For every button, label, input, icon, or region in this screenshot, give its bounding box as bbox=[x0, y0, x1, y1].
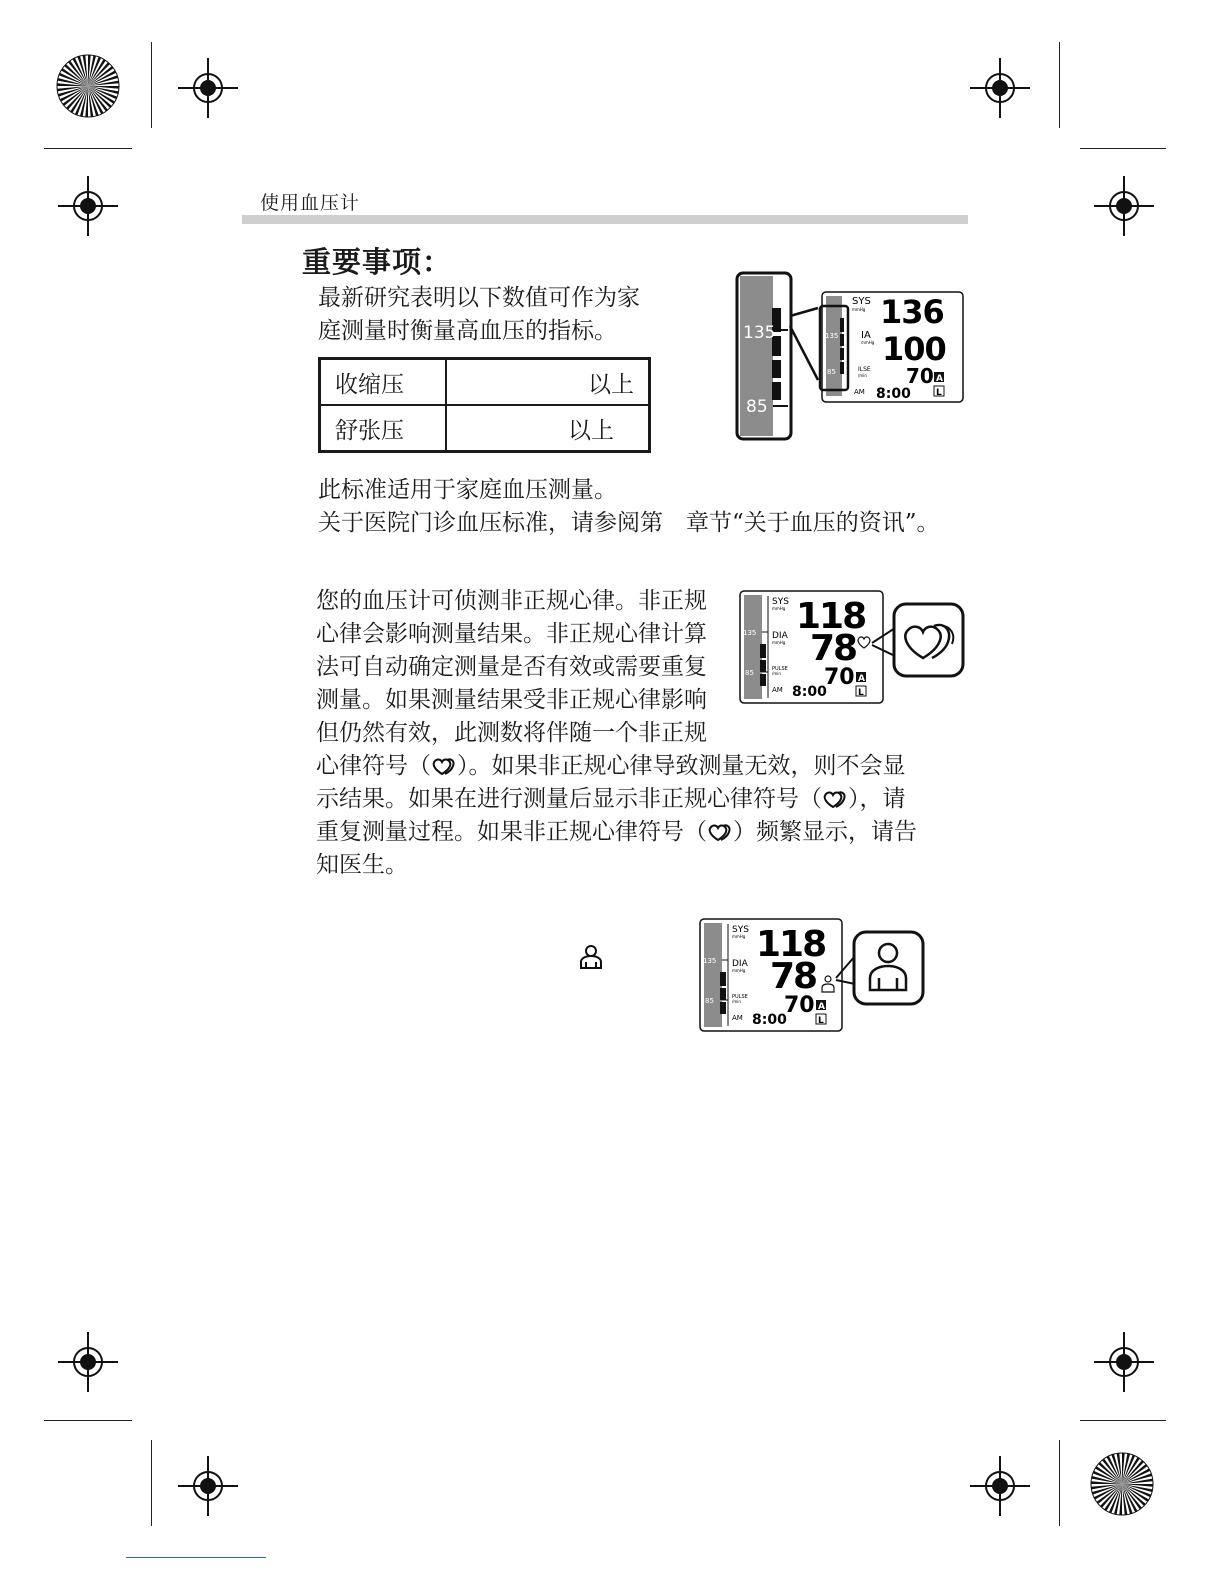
lcd-scale-strip bbox=[744, 595, 762, 699]
irregular-heartbeat-icon bbox=[431, 757, 457, 777]
header-rule bbox=[242, 215, 968, 224]
memory-badge: L bbox=[818, 1016, 824, 1026]
sys-reading: 136 bbox=[880, 293, 944, 331]
sys-unit: mmHg bbox=[772, 606, 786, 611]
bp-criteria-table bbox=[318, 357, 651, 453]
registration-mark-icon bbox=[970, 1456, 1030, 1516]
trim-line bbox=[44, 148, 132, 149]
user-badge: A bbox=[818, 1002, 825, 1012]
pulse-unit: /min bbox=[772, 671, 781, 676]
text-line: 心律会影响测量结果。非正规心律计算 bbox=[316, 621, 707, 647]
note-paragraph bbox=[318, 474, 940, 540]
pulse-unit: /min bbox=[732, 999, 741, 1004]
lcd-scale-strip bbox=[826, 296, 842, 396]
sys-label: SYS bbox=[772, 597, 789, 607]
sys-reading: 118 bbox=[756, 924, 826, 965]
trim-line bbox=[126, 1557, 266, 1558]
time-prefix: AM bbox=[732, 1014, 743, 1022]
scale-low-label: 85 bbox=[827, 368, 836, 376]
pulse-label: PULSE bbox=[732, 994, 748, 1000]
time-reading: 8:00 bbox=[876, 386, 911, 402]
dia-unit: mmHg bbox=[772, 640, 786, 645]
text-line: 测量。如果测量结果受非正规心律影响 bbox=[316, 687, 707, 713]
sys-unit: mmHg bbox=[732, 934, 746, 939]
table-row bbox=[320, 405, 650, 452]
registration-mark-icon bbox=[1094, 1332, 1154, 1392]
scale-low-label: 85 bbox=[745, 669, 754, 677]
irregular-heartbeat-icon bbox=[707, 823, 733, 843]
table-cell-value: 以上 bbox=[446, 405, 650, 452]
dia-unit: mmHg bbox=[861, 340, 875, 345]
scale-high-label: 135 bbox=[743, 629, 757, 637]
irregular-heartbeat-icon bbox=[822, 790, 848, 810]
dia-reading: 78 bbox=[770, 956, 817, 997]
dia-label: IA bbox=[861, 330, 871, 341]
trim-line bbox=[1080, 1420, 1166, 1421]
scale-high-label: 135 bbox=[825, 332, 839, 340]
sys-label: SYS bbox=[732, 925, 749, 935]
trim-line bbox=[1080, 148, 1166, 149]
note-line: 关于医院门诊血压标准，请参阅第 章节“关于血压的资讯”。 bbox=[318, 510, 940, 536]
pulse-unit: /min bbox=[858, 373, 867, 378]
scale-segment bbox=[772, 360, 781, 378]
user-badge: A bbox=[936, 374, 943, 384]
trim-line bbox=[151, 42, 152, 128]
starburst-icon bbox=[56, 54, 120, 118]
registration-mark-icon bbox=[178, 1456, 238, 1516]
user-badge: A bbox=[858, 674, 865, 684]
text-line: 知医生。 bbox=[316, 852, 408, 878]
registration-mark-icon bbox=[178, 58, 238, 118]
memory-badge: L bbox=[936, 388, 942, 398]
registration-mark-icon bbox=[58, 1332, 118, 1392]
scale-segment bbox=[772, 382, 781, 400]
intro-line: 庭测量时衡量高血压的指标。 bbox=[318, 318, 617, 344]
registration-mark-icon bbox=[970, 58, 1030, 118]
scale-zoom-low: 85 bbox=[746, 397, 768, 417]
time-prefix: AM bbox=[854, 388, 865, 396]
pulse-label: ILSE bbox=[858, 366, 871, 373]
sys-label: SYS bbox=[852, 296, 871, 307]
memory-badge: L bbox=[858, 688, 864, 698]
dia-reading: 100 bbox=[882, 330, 946, 368]
sys-unit: mmHg bbox=[852, 307, 866, 312]
table-row bbox=[320, 359, 650, 406]
scale-low-label: 85 bbox=[705, 997, 714, 1005]
text-line: 您的血压计可侦测非正规心律。非正规 bbox=[316, 588, 707, 614]
table-cell-label: 收缩压 bbox=[320, 359, 447, 406]
sys-reading: 118 bbox=[796, 596, 866, 637]
registration-mark-icon bbox=[1094, 176, 1154, 236]
registration-mark-icon bbox=[58, 176, 118, 236]
table-cell-label: 舒张压 bbox=[320, 405, 447, 452]
dia-reading: 78 bbox=[810, 628, 857, 669]
body-movement-icon bbox=[578, 944, 604, 970]
intro-paragraph bbox=[318, 282, 640, 348]
running-head: 使用血压计 bbox=[260, 192, 361, 214]
scale-high-label: 135 bbox=[703, 957, 717, 965]
time-prefix: AM bbox=[772, 686, 783, 694]
lcd-illustration-2 bbox=[738, 588, 968, 706]
pulse-reading: 70 bbox=[906, 364, 934, 388]
trim-line bbox=[44, 1420, 132, 1421]
table-cell-value: 以上 bbox=[446, 359, 650, 406]
pulse-label: PULSE bbox=[772, 666, 788, 672]
time-reading: 8:00 bbox=[752, 1012, 787, 1028]
text-line: 重复测量过程。如果非正规心律符号（ ）频繁显示，请告 bbox=[316, 819, 917, 845]
pulse-reading: 70 bbox=[784, 993, 815, 1018]
text-line: 心律符号（ ）。如果非正规心律导致测量无效，则不会显 bbox=[316, 753, 906, 779]
note-line: 此标准适用于家庭血压测量。 bbox=[318, 477, 617, 503]
time-reading: 8:00 bbox=[792, 684, 827, 700]
intro-line: 最新研究表明以下数值可作为家 bbox=[318, 285, 640, 311]
dia-label: DIA bbox=[732, 959, 748, 969]
text-line: 法可自动确定测量是否有效或需要重复 bbox=[316, 654, 707, 680]
lcd-scale-strip bbox=[704, 923, 722, 1027]
lcd-illustration-3 bbox=[698, 916, 928, 1034]
text-line: 示结果。如果在进行测量后显示非正规心律符号（ ），请 bbox=[316, 786, 906, 812]
dia-unit: mmHg bbox=[732, 968, 746, 973]
trim-line bbox=[1059, 1440, 1060, 1526]
starburst-icon bbox=[1090, 1452, 1154, 1516]
pulse-reading: 70 bbox=[824, 665, 855, 690]
lcd-illustration-1 bbox=[732, 270, 968, 444]
text-line: 但仍然有效，此测数将伴随一个非正规 bbox=[316, 720, 707, 746]
scale-zoom-high: 135 bbox=[743, 323, 776, 343]
section-title: 重要事项： bbox=[302, 245, 453, 279]
trim-line bbox=[151, 1440, 152, 1526]
dia-label: DIA bbox=[772, 631, 788, 641]
trim-line bbox=[1059, 42, 1060, 128]
